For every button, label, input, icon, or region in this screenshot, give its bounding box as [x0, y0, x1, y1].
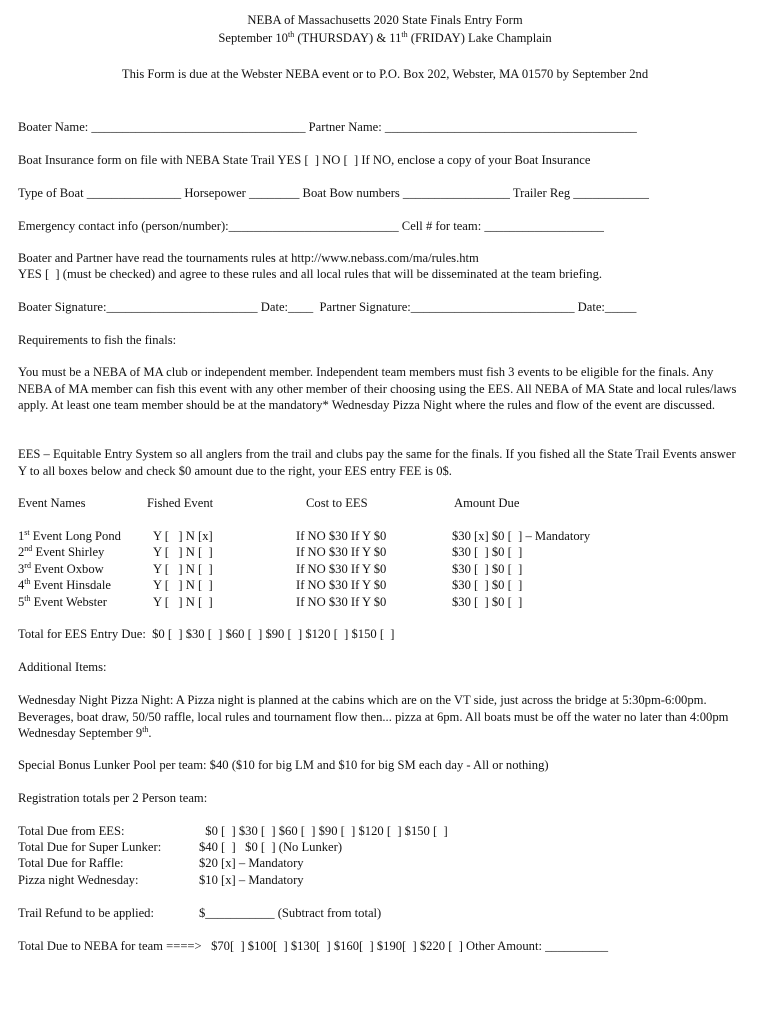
event-number: 3	[18, 562, 25, 576]
requirements-paragraph: You must be a NEBA of MA club or independent member. Independent team members must fish 3 events to be eligible for the finals. Any NEBA of MA member can fish this event with any other member of their choosing using the EES. All NEBA of MA State and local rules/laws apply. At least one team member should be at the mandatory* Wednesday Pizza Night where the rules and flow of the event are discussed.	[18, 365, 737, 412]
registration-heading: Registration totals per 2 Person team:	[18, 791, 208, 805]
cost-to-ees: If NO $30 If Y $0	[296, 562, 387, 576]
total-value[interactable]: $40 [ ] $0 [ ] (No Lunker)	[199, 840, 343, 854]
total-value[interactable]: $10 [x] – Mandatory	[199, 873, 304, 887]
amount-due-checkbox[interactable]: $30 [ ] $0 [ ]	[452, 578, 523, 592]
pizza-date-suffix: th	[142, 725, 149, 734]
event-number: 5	[18, 595, 25, 609]
date-part-b: (THURSDAY) & 11	[294, 31, 402, 45]
event-ordinal-suffix: st	[24, 528, 30, 537]
total-value[interactable]: $20 [x] – Mandatory	[199, 856, 304, 870]
event-number: 1	[18, 529, 25, 543]
event-ordinal-suffix: th	[24, 577, 31, 586]
total-label: Total Due for Super Lunker:	[18, 840, 162, 854]
total-value[interactable]: $0 [ ] $30 [ ] $60 [ ] $90 [ ] $120 [ ] $150 [ ]	[199, 824, 448, 838]
col-header-cost-to-ees: Cost to EES	[306, 496, 368, 510]
cost-to-ees: If NO $30 If Y $0	[296, 545, 387, 559]
boat-info-line[interactable]: Type of Boat _______________ Horsepower ________ Boat Bow numbers _________________ Trailer Reg ____________	[18, 186, 649, 200]
event-name	[18, 577, 111, 593]
requirements-heading: Requirements to fish the finals:	[18, 333, 177, 347]
event-title: Event Oxbow	[30, 562, 104, 576]
event-title: Event Webster	[30, 595, 107, 609]
trail-refund-field[interactable]: $___________ (Subtract from total)	[199, 906, 382, 920]
date-part-a-suffix: th	[287, 30, 295, 39]
pizza-end: .	[148, 726, 152, 740]
cost-to-ees: If NO $30 If Y $0	[296, 578, 387, 592]
event-ordinal-suffix: th	[24, 594, 31, 603]
event-ordinal-suffix: rd	[24, 561, 31, 570]
col-header-event-names: Event Names	[18, 496, 86, 510]
col-header-amount-due: Amount Due	[454, 496, 520, 510]
trail-refund-label: Trail Refund to be applied:	[18, 906, 154, 920]
additional-items-heading: Additional Items:	[18, 660, 107, 674]
cost-to-ees: If NO $30 If Y $0	[296, 595, 387, 609]
event-title: Event Long Pond	[29, 529, 121, 543]
form-title: NEBA of Massachusetts 2020 State Finals Entry Form	[247, 13, 523, 27]
event-number: 4	[18, 578, 25, 592]
event-name	[18, 544, 104, 560]
event-title: Event Shirley	[32, 545, 105, 559]
insurance-line[interactable]: Boat Insurance form on file with NEBA State Trail YES [ ] NO [ ] If NO, enclose a copy of your Boat Insurance	[18, 153, 591, 167]
event-ordinal-suffix: nd	[24, 544, 33, 553]
fished-event-checkbox[interactable]: Y [ ] N [x]	[153, 529, 213, 543]
fished-event-checkbox[interactable]: Y [ ] N [ ]	[153, 595, 213, 609]
fished-event-checkbox[interactable]: Y [ ] N [ ]	[153, 562, 213, 576]
event-number: 2	[18, 545, 25, 559]
rules-agreement-line[interactable]: YES [ ] (must be checked) and agree to these rules and all local rules that will be disseminated at the team briefing.	[18, 267, 603, 281]
date-part-a: September 10	[218, 31, 288, 45]
signature-line[interactable]: Boater Signature:________________________ Date:____ Partner Signature:__________________________ Date:_____	[18, 300, 637, 314]
rules-statement: Boater and Partner have read the tournaments rules at http://www.nebass.com/ma/rules.htm	[18, 251, 479, 265]
ees-paragraph: EES – Equitable Entry System so all anglers from the trail and clubs pay the same for the finals. If you fished all the State Trail Events answer Y to all boxes below and check $0 amount due to the right, your EES entry FEE is 0$.	[18, 447, 736, 478]
boater-partner-name-line[interactable]: Boater Name: __________________________________ Partner Name: ________________________________________	[18, 120, 637, 134]
emergency-contact-line[interactable]: Emergency contact info (person/number):___________________________ Cell # for team: ___________________	[18, 219, 604, 233]
total-label: Pizza night Wednesday:	[18, 873, 139, 887]
ees-total-line[interactable]: Total for EES Entry Due: $0 [ ] $30 [ ] $60 [ ] $90 [ ] $120 [ ] $150 [ ]	[18, 627, 395, 641]
col-header-fished-event: Fished Event	[147, 496, 214, 510]
total-label: Total Due from EES:	[18, 824, 125, 838]
due-notice: This Form is due at the Webster NEBA event or to P.O. Box 202, Webster, MA 01570 by September 2nd	[121, 67, 649, 81]
event-title: Event Hinsdale	[30, 578, 111, 592]
fished-event-checkbox[interactable]: Y [ ] N [ ]	[153, 578, 213, 592]
fished-event-checkbox[interactable]: Y [ ] N [ ]	[153, 545, 213, 559]
amount-due-checkbox[interactable]: $30 [ ] $0 [ ]	[452, 562, 523, 576]
lunker-pool-line: Special Bonus Lunker Pool per team: $40 ($10 for big LM and $10 for big SM each day - All or nothing)	[18, 758, 549, 772]
event-name	[18, 561, 104, 577]
amount-due-checkbox[interactable]: $30 [ ] $0 [ ]	[452, 545, 523, 559]
date-part-b-suffix: th	[401, 30, 408, 39]
amount-due-checkbox[interactable]: $30 [ ] $0 [ ]	[452, 595, 523, 609]
event-dates	[0, 30, 770, 46]
event-name	[18, 594, 107, 610]
pizza-night-text: Wednesday Night Pizza Night: A Pizza night is planned at the cabins which are on the VT side, just across the bridge at 5:30pm-6:00pm. Beverages, boat draw, 50/50 raffle, local rules and tournament flow then... pizza at 6pm. All boats must be off the water no later than 4:00pm Wednesday September 9	[18, 693, 729, 740]
pizza-night-paragraph	[18, 692, 740, 742]
event-name	[18, 528, 121, 544]
total-due-line[interactable]: Total Due to NEBA for team ====> $70[ ] $100[ ] $130[ ] $160[ ] $190[ ] $220 [ ] Other Amount: __________	[18, 939, 609, 953]
cost-to-ees: If NO $30 If Y $0	[296, 529, 387, 543]
date-part-c: (FRIDAY) Lake Champlain	[407, 31, 552, 45]
total-label: Total Due for Raffle:	[18, 856, 124, 870]
amount-due-checkbox[interactable]: $30 [x] $0 [ ] – Mandatory	[452, 529, 591, 543]
